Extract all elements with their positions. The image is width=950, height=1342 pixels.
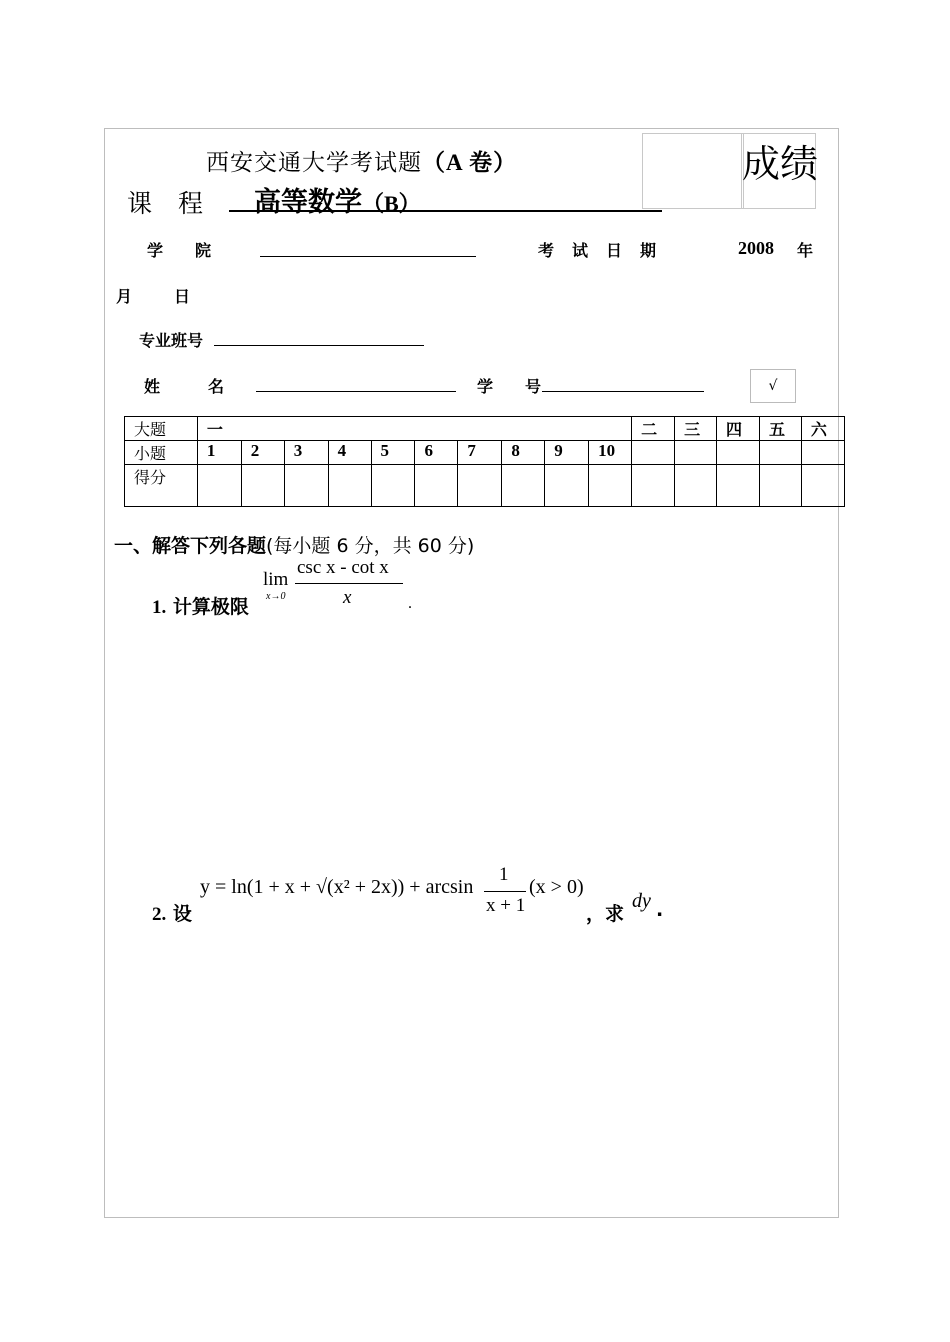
main-question-4: 四 [717, 417, 760, 441]
main-question-2: 二 [632, 417, 675, 441]
score-cell[interactable] [458, 465, 502, 507]
page-frame [104, 128, 839, 1218]
score-cell[interactable] [675, 465, 717, 507]
q1-period: . [408, 595, 412, 612]
major-class-field[interactable] [214, 328, 424, 346]
section-heading: 一、解答下列各题(每小题 6 分，共 60 分) [114, 535, 475, 557]
score-cell [632, 441, 675, 465]
q2-ask-term: dy [632, 890, 651, 912]
score-cell[interactable] [632, 465, 675, 507]
course-name: 高等数学（B） [254, 187, 421, 218]
major-class-label: 专业班号 [139, 331, 204, 350]
q2-period: . [656, 899, 664, 921]
table-row [125, 465, 845, 507]
score-cell[interactable] [717, 465, 760, 507]
q1-lim-sub: x→0 [266, 591, 286, 602]
main-question-1: 一 [197, 417, 631, 441]
grade-box [642, 133, 744, 209]
course-label: 课程 [127, 189, 230, 218]
sub-question: 7 [458, 441, 502, 465]
year-unit: 年 [797, 241, 814, 260]
name-field[interactable] [256, 374, 456, 392]
table-row [125, 417, 845, 441]
sub-question: 10 [589, 441, 632, 465]
student-id-label: 学 号 [477, 377, 542, 396]
question-1: 1. 计算极限 [152, 596, 249, 618]
score-cell[interactable] [502, 465, 545, 507]
grade-label: 成绩 [742, 142, 819, 186]
score-cell[interactable] [801, 465, 844, 507]
score-cell[interactable] [371, 465, 415, 507]
score-cell[interactable] [545, 465, 589, 507]
score-cell[interactable] [415, 465, 458, 507]
sub-question: 6 [415, 441, 458, 465]
main-question-5: 五 [759, 417, 801, 441]
q1-lim: lim [263, 569, 289, 590]
exam-date-label: 考 试 日 期 [538, 241, 658, 260]
row-label-score: 得分 [125, 465, 198, 507]
sub-question: 1 [197, 441, 241, 465]
score-cell [801, 441, 844, 465]
sub-question: 5 [371, 441, 415, 465]
course-suffix: （B） [362, 191, 421, 216]
q2-fraction-bar [484, 891, 526, 892]
score-cell[interactable] [284, 465, 328, 507]
table-row [125, 441, 845, 465]
q2-denominator: x + 1 [486, 895, 526, 916]
q1-denominator: x [343, 587, 352, 608]
q2-ask: ，求 [586, 903, 625, 925]
sub-question: 8 [502, 441, 545, 465]
sub-question: 9 [545, 441, 589, 465]
main-question-3: 三 [675, 417, 717, 441]
row-label-main: 大题 [125, 417, 198, 441]
row-label-sub: 小题 [125, 441, 198, 465]
score-cell[interactable] [328, 465, 371, 507]
score-cell [717, 441, 760, 465]
name-label: 姓 名 [144, 377, 225, 396]
score-cell[interactable] [241, 465, 284, 507]
day-label: 日 [174, 287, 191, 306]
main-question-6: 六 [801, 417, 844, 441]
score-cell [759, 441, 801, 465]
sub-question: 3 [284, 441, 328, 465]
score-cell [675, 441, 717, 465]
student-id-field[interactable] [542, 374, 704, 392]
exam-year: 2008 [738, 238, 774, 258]
score-cell[interactable] [589, 465, 632, 507]
college-label: 学 院 [147, 241, 212, 260]
section-note: (每小题 6 分，共 60 分) [266, 535, 475, 557]
sub-question: 4 [328, 441, 371, 465]
sub-question: 2 [241, 441, 284, 465]
check-box[interactable]: √ [750, 369, 796, 403]
q2-numerator: 1 [499, 864, 509, 885]
score-cell[interactable] [197, 465, 241, 507]
month-label: 月 [116, 287, 133, 306]
score-cell[interactable] [759, 465, 801, 507]
q2-condition: (x > 0) [529, 876, 584, 898]
q1-numerator: csc x - cot x [297, 557, 389, 578]
q2-formula-main: y = ln(1 + x + √(x² + 2x)) + arcsin [200, 876, 474, 898]
exam-title: 西安交通大学考试题（A 卷） [206, 150, 518, 176]
score-table [124, 416, 845, 507]
college-field[interactable] [260, 238, 476, 257]
question-2: 2. 设 [152, 903, 192, 925]
paper-version: （A 卷） [422, 150, 518, 175]
q1-fraction-bar [295, 583, 403, 584]
